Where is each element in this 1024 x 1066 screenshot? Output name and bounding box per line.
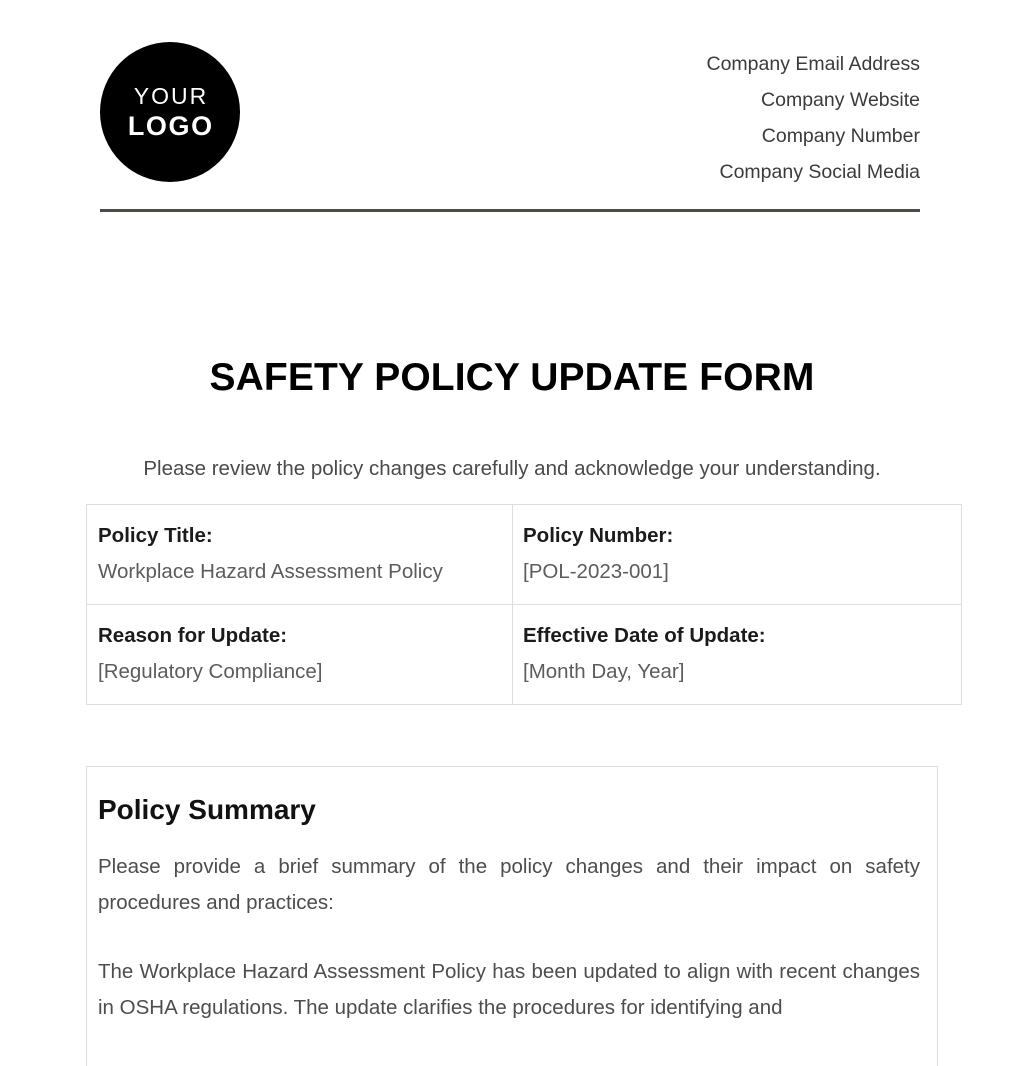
label-reason-for-update: Reason for Update: bbox=[98, 624, 288, 647]
contact-website: Company Website bbox=[761, 89, 920, 111]
company-contact-block bbox=[706, 42, 920, 190]
label-effective-date: Effective Date of Update: bbox=[523, 624, 766, 647]
table-row bbox=[87, 505, 962, 605]
document-header bbox=[100, 42, 920, 192]
page-title: SAFETY POLICY UPDATE FORM bbox=[209, 356, 815, 399]
policy-summary-panel[interactable] bbox=[86, 766, 938, 1066]
logo-text-your: YOUR bbox=[133, 82, 209, 109]
header-divider bbox=[100, 209, 920, 212]
cell-policy-title[interactable] bbox=[87, 505, 513, 605]
company-logo bbox=[100, 42, 240, 182]
cell-policy-number[interactable] bbox=[513, 505, 962, 605]
value-reason-for-update: [Regulatory Compliance] bbox=[98, 660, 323, 683]
logo-text-logo: LOGO bbox=[127, 110, 214, 141]
table-row bbox=[87, 605, 962, 705]
contact-email-address: Company Email Address bbox=[706, 53, 920, 75]
value-effective-date: [Month Day, Year] bbox=[523, 660, 685, 683]
policy-summary-heading: Policy Summary bbox=[98, 794, 316, 825]
cell-effective-date[interactable] bbox=[513, 605, 962, 705]
policy-info-table bbox=[86, 504, 962, 705]
label-policy-title: Policy Title: bbox=[98, 524, 213, 547]
label-policy-number: Policy Number: bbox=[523, 524, 674, 547]
intro-instruction: Please review the policy changes carefully and acknowledge your understanding. bbox=[143, 457, 881, 480]
cell-reason-for-update[interactable] bbox=[87, 605, 513, 705]
policy-summary-prompt: Please provide a brief summary of the policy changes and their impact on safety procedures and practices: bbox=[98, 855, 920, 914]
contact-social-media: Company Social Media bbox=[719, 161, 920, 183]
contact-number: Company Number bbox=[761, 125, 920, 147]
policy-summary-body: The Workplace Hazard Assessment Policy has been updated to align with recent changes in OSHA regulations. The update clarifies the procedures for identifying and bbox=[98, 960, 920, 1019]
value-policy-number: [POL-2023-001] bbox=[523, 560, 669, 583]
value-policy-title: Workplace Hazard Assessment Policy bbox=[98, 560, 443, 583]
